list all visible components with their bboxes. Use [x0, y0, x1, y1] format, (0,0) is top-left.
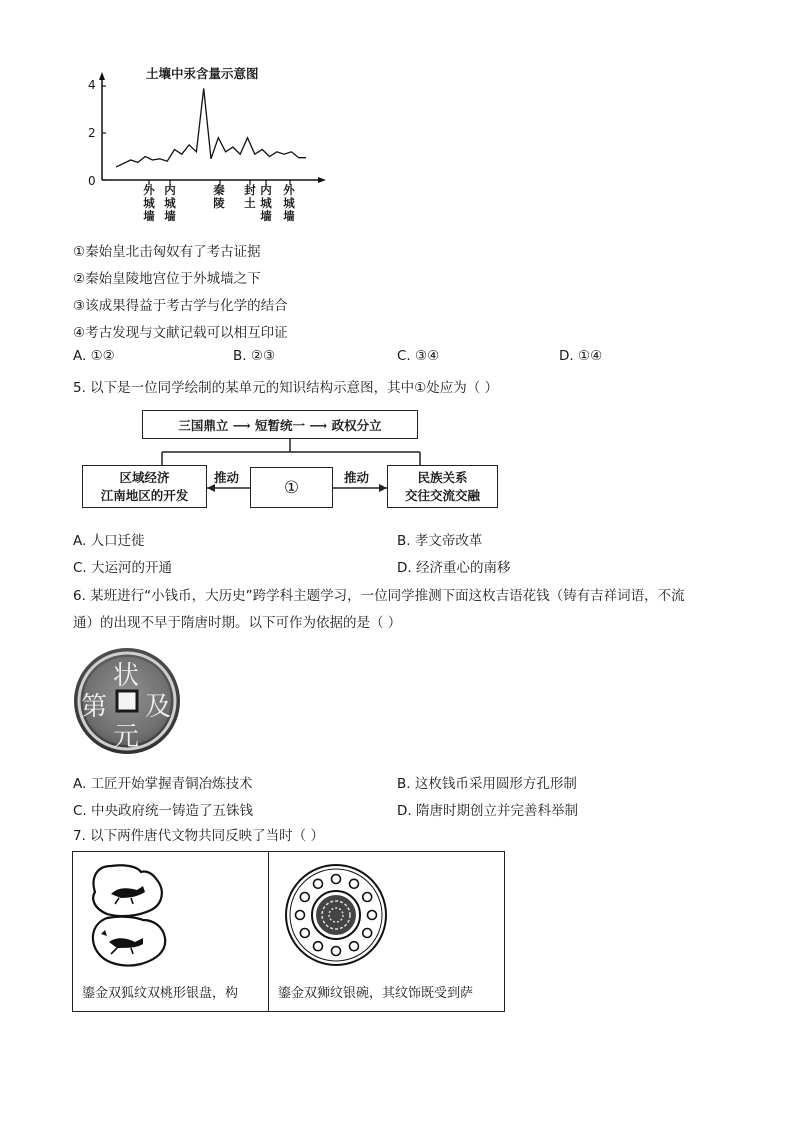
statement-2: ②秦始皇陵地宫位于外城墙之下	[73, 271, 261, 287]
y-tick-0: 0	[88, 174, 96, 188]
q6-option-c[interactable]: C. 中央政府统一铸造了五铢钱	[73, 803, 254, 819]
diagram-left-box	[82, 465, 207, 508]
q6-option-d[interactable]: D. 隋唐时期创立并完善科举制	[397, 803, 578, 819]
bowl-motif-ring	[368, 911, 377, 920]
x-label-mound: 封土	[244, 183, 256, 210]
x-label-inner-wall-left: 内城墙	[164, 183, 176, 223]
bowl-motif-ring	[332, 875, 341, 884]
x-axis-arrow	[318, 177, 326, 183]
x-label-outer-wall-right: 外城墙	[283, 183, 295, 223]
caption-left: 鎏金双狐纹双桃形银盘，构	[82, 986, 239, 1001]
statement-3: ③该成果得益于考古学与化学的结合	[73, 298, 288, 314]
q4-option-b[interactable]: B. ②③	[233, 348, 276, 364]
q6-option-a[interactable]: A. 工匠开始掌握青铜冶炼技术	[73, 776, 253, 792]
arrow-label-right: 推动	[344, 470, 370, 485]
q6-stem-line1: 6. 某班进行“小钱币，大历史”跨学科主题学习，一位同学推测下面这枚吉语花钱（铸有吉祥词语，不流	[73, 588, 685, 604]
coin-char-bottom: 元	[113, 722, 140, 752]
q5-option-b[interactable]: B. 孝文帝改革	[397, 533, 483, 549]
lion-bowl-image	[281, 860, 391, 970]
statement-1: ①秦始皇北击匈奴有了考古证据	[73, 244, 261, 260]
chart-title: 土壤中汞含量示意图	[146, 66, 259, 81]
y-tick-2: 2	[88, 126, 96, 140]
arrow-label-left: 推动	[214, 470, 240, 485]
fox-plate-image	[81, 858, 191, 978]
right-box-line2: 交往交流交融	[404, 487, 480, 503]
q5-option-c[interactable]: C. 大运河的开通	[73, 560, 173, 576]
y-axis-arrow	[99, 72, 105, 80]
bowl-motif-ring	[363, 893, 372, 902]
bowl-motif-ring	[314, 879, 323, 888]
q4-option-c[interactable]: C. ③④	[397, 348, 440, 364]
x-label-qin-mausoleum: 秦陵	[213, 183, 225, 210]
diagram-center-box[interactable]: ①	[250, 467, 333, 508]
bowl-motif-ring	[350, 942, 359, 951]
artifact-cell-right	[269, 852, 504, 1011]
diagram-top-box: 三国鼎立 ⟶ 短暂统一 ⟶ 政权分立	[142, 410, 418, 439]
y-tick-4: 4	[88, 78, 96, 92]
q7-stem: 7. 以下两件唐代文物共同反映了当时（ ）	[73, 828, 324, 844]
left-box-line1: 区域经济	[119, 469, 170, 485]
caption-right: 鎏金双狮纹银碗，其纹饰既受到萨	[278, 986, 474, 1001]
bowl-motif-ring	[350, 879, 359, 888]
coin-char-top: 状	[113, 661, 140, 691]
bowl-motif-ring	[300, 893, 309, 902]
q4-option-d[interactable]: D. ①④	[559, 348, 603, 364]
q5-stem: 5. 以下是一位同学绘制的某单元的知识结构示意图，其中①处应为（ ）	[73, 380, 499, 396]
q5-option-a[interactable]: A. 人口迁徙	[73, 533, 145, 549]
left-box-line2: 江南地区的开发	[100, 487, 189, 503]
right-box-line1: 民族关系	[417, 469, 468, 485]
bowl-motif-ring	[296, 911, 305, 920]
q6-stem-line2: 通）的出现不早于隋唐时期。以下可作为依据的是（ ）	[73, 615, 402, 631]
artifact-cell-left	[73, 852, 269, 1011]
mercury-series-line	[116, 88, 306, 167]
artifact-table	[72, 851, 505, 1012]
knowledge-diagram	[82, 408, 498, 510]
q4-option-a[interactable]: A. ①②	[73, 348, 115, 364]
bowl-motif-ring	[300, 929, 309, 938]
q5-option-d[interactable]: D. 经济重心的南移	[397, 560, 511, 576]
x-label-outer-wall-left: 外城墙	[143, 183, 155, 223]
statement-4: ④考古发现与文献记载可以相互印证	[73, 325, 288, 341]
coin-char-left: 第	[81, 692, 108, 722]
bowl-motif-ring	[314, 942, 323, 951]
coin-char-right: 及	[145, 692, 172, 722]
x-label-inner-wall-right: 内城墙	[260, 183, 272, 223]
q6-option-b[interactable]: B. 这枚钱币采用圆形方孔形制	[397, 776, 577, 792]
bowl-motif-ring	[363, 929, 372, 938]
coin-image	[72, 646, 182, 756]
diagram-right-box	[387, 465, 498, 508]
bowl-motif-ring	[332, 947, 341, 956]
